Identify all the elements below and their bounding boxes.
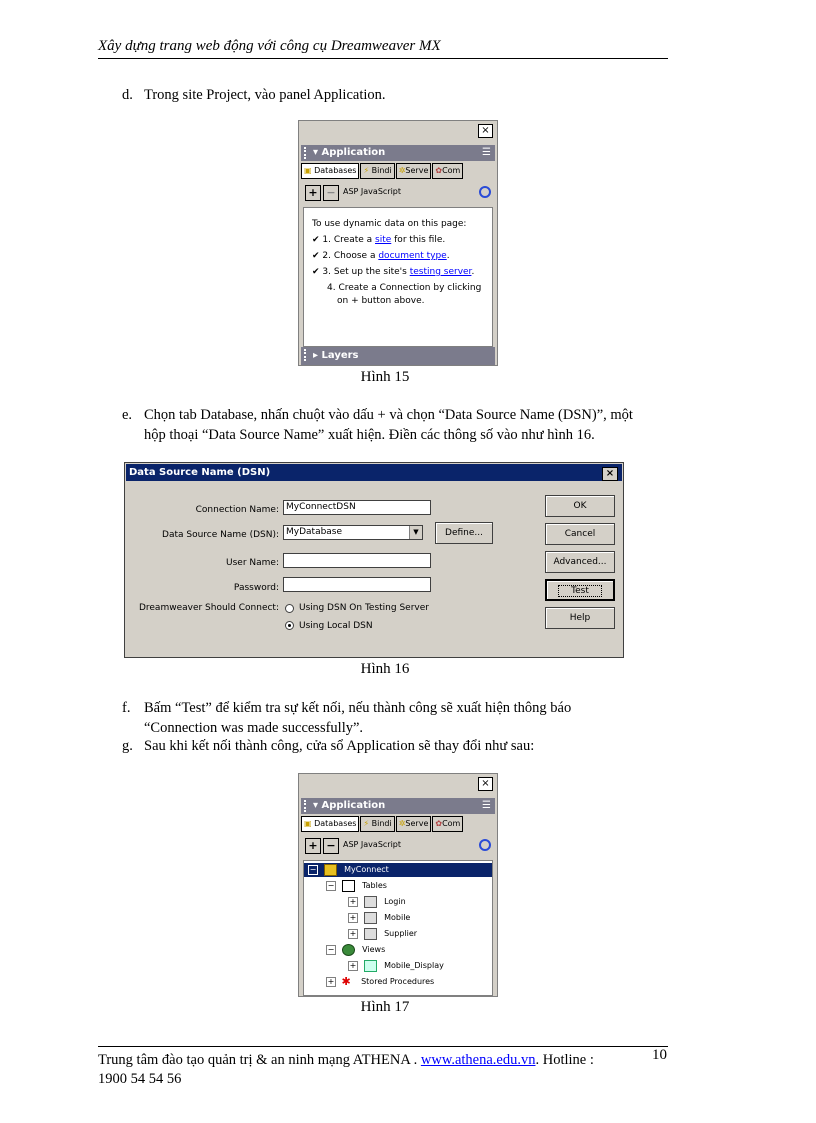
lightning-icon: ⚡ <box>363 819 370 828</box>
figure-15-caption: Hình 15 <box>360 369 410 385</box>
footer-link[interactable]: www.athena.edu.vn <box>420 1052 536 1068</box>
close-icon[interactable]: × <box>478 124 493 138</box>
tab-server-behaviors[interactable]: ✲Serve <box>396 816 432 832</box>
tree-view-mobile-display[interactable]: + Mobile_Display <box>349 960 444 970</box>
step-g-text: Sau khi kết nối thành công, cửa sổ Application sẽ thay đổi như sau: <box>144 738 535 754</box>
radio-local-dsn[interactable] <box>285 621 294 630</box>
server-icon: ✲ <box>398 166 406 175</box>
check-icon: ✔ <box>312 235 320 245</box>
refresh-icon[interactable] <box>479 839 491 851</box>
application-panel-fig17 <box>298 773 498 997</box>
dsn-label: Data Source Name (DSN): <box>162 530 279 540</box>
document-type: ASP JavaScript <box>343 187 402 196</box>
step-f-line1: Bấm “Test” để kiểm tra sự kết nối, nếu thành công sẽ xuất hiện thông báo <box>144 700 572 716</box>
testing-server-link[interactable]: testing server <box>409 267 472 277</box>
dsn-select-value: MyDatabase <box>286 527 343 537</box>
document-type-link[interactable]: document type <box>378 251 447 261</box>
database-tree <box>303 860 493 996</box>
document-type: ASP JavaScript <box>343 840 402 849</box>
tree-table-supplier[interactable]: + Supplier <box>349 928 418 938</box>
radio-testing-server-label: Using DSN On Testing Server <box>299 603 429 613</box>
database-icon: ▣ <box>304 819 312 828</box>
tab-components[interactable]: ✿Com <box>432 816 463 832</box>
page-footer <box>98 1046 668 1089</box>
page-header: Xây dựng trang web động với công cụ Dreamweaver MX <box>98 38 668 59</box>
figure-16-caption: Hình 16 <box>360 661 410 677</box>
panel-title: ▾ Application <box>313 800 386 811</box>
footer-text: Trung tâm đào tạo quản trị & an ninh mạng ATHENA . <box>98 1052 421 1068</box>
cancel-button[interactable]: Cancel <box>545 523 615 545</box>
collapse-icon[interactable]: − <box>327 880 335 890</box>
footer-hotline: . Hotline : <box>535 1052 594 1068</box>
password-label: Password: <box>233 583 279 593</box>
radio-testing-server[interactable] <box>285 604 294 613</box>
step-d-text: Trong site Project, vào panel Application. <box>144 87 386 103</box>
expand-icon[interactable]: + <box>349 928 357 938</box>
chevron-down-icon[interactable]: ▼ <box>409 526 422 539</box>
grip-icon <box>304 800 309 812</box>
radio-local-dsn-label: Using Local DSN <box>299 621 373 631</box>
expand-icon[interactable]: + <box>349 896 357 906</box>
connection-icon <box>324 864 337 876</box>
components-icon: ✿ <box>435 819 443 828</box>
collapse-icon[interactable]: − <box>309 864 317 874</box>
instructions-intro: To use dynamic data on this page: <box>312 219 467 229</box>
step-g-label: g. <box>122 738 133 754</box>
step-f-label: f. <box>122 700 131 716</box>
panel-titlebar[interactable] <box>301 798 495 814</box>
instruction-step-2: ✔ 2. Choose a document type. <box>312 251 450 261</box>
tab-databases[interactable]: ▣ Databases <box>301 163 359 179</box>
table-icon <box>364 912 377 924</box>
check-icon: ✔ <box>312 267 320 277</box>
step-e <box>122 405 682 445</box>
dsn-dialog <box>124 462 624 658</box>
tab-bindings[interactable]: ⚡ Bindi <box>360 816 394 832</box>
tree-table-mobile[interactable]: + Mobile <box>349 912 411 922</box>
application-panel-fig15 <box>298 120 498 366</box>
tree-table-login[interactable]: + Login <box>349 896 406 906</box>
instructions-area <box>303 207 493 347</box>
step-e-line1: Chọn tab Database, nhấn chuột vào dấu + và chọn “Data Source Name (DSN)”, một <box>144 407 633 423</box>
instruction-step-3: ✔ 3. Set up the site's testing server. <box>312 267 475 277</box>
panel-titlebar[interactable] <box>301 145 495 161</box>
stored-procedures-icon: ✱ <box>341 974 351 988</box>
grip-icon <box>304 349 309 361</box>
table-icon <box>364 928 377 940</box>
figure-17-caption: Hình 17 <box>360 999 410 1015</box>
step-f <box>122 698 682 738</box>
remove-button[interactable]: − <box>323 185 339 201</box>
test-button[interactable]: Test <box>545 579 615 601</box>
expand-icon[interactable]: + <box>349 960 357 970</box>
add-button[interactable]: + <box>305 185 321 201</box>
tree-views[interactable]: − Views <box>327 944 386 954</box>
dialog-titlebar[interactable] <box>126 464 622 481</box>
views-icon <box>342 944 355 956</box>
options-menu-icon[interactable]: ☰ <box>482 147 491 158</box>
panel-title: ▾ Application <box>313 147 386 158</box>
components-icon: ✿ <box>435 166 443 175</box>
tab-bindings[interactable]: ⚡ Bindi <box>360 163 394 179</box>
step-g <box>122 736 534 756</box>
server-icon: ✲ <box>398 819 406 828</box>
expand-icon[interactable]: + <box>349 912 357 922</box>
instruction-step-1: ✔ 1. Create a site for this file. <box>312 235 446 245</box>
collapse-icon[interactable]: − <box>327 944 335 954</box>
instruction-step-4: 4. Create a Connection by clicking on + button above. <box>327 283 482 306</box>
user-name-label: User Name: <box>226 558 279 568</box>
connection-name-label: Connection Name: <box>195 505 279 515</box>
panel-toolbar <box>301 836 495 856</box>
options-menu-icon[interactable]: ☰ <box>482 800 491 811</box>
layers-panel-bar[interactable] <box>301 347 495 365</box>
step-e-line2: hộp thoại “Data Source Name” xuất hiện. Điền các thông số vào như hình 16. <box>144 427 595 443</box>
connect-label: Dreamweaver Should Connect: <box>138 603 279 613</box>
table-icon <box>364 896 377 908</box>
refresh-icon[interactable] <box>479 186 491 198</box>
define-button[interactable]: Define... <box>435 522 493 544</box>
tab-components[interactable]: ✿Com <box>432 163 463 179</box>
tree-connection[interactable]: − MyConnect <box>304 863 492 877</box>
advanced-button[interactable]: Advanced... <box>545 551 615 573</box>
close-icon[interactable]: × <box>478 777 493 791</box>
footer-phone: 1900 54 54 56 <box>98 1071 182 1087</box>
step-f-line2: “Connection was made successfully”. <box>144 720 364 736</box>
close-icon[interactable]: × <box>602 467 618 481</box>
dsn-select[interactable] <box>283 525 423 540</box>
ok-button[interactable]: OK <box>545 495 615 517</box>
remove-button[interactable]: − <box>323 838 339 854</box>
check-icon: ✔ <box>312 251 320 261</box>
tables-icon <box>342 880 355 892</box>
site-link[interactable]: site <box>375 235 392 245</box>
expand-icon[interactable]: + <box>327 976 335 986</box>
step-e-label: e. <box>122 407 133 423</box>
user-name-input[interactable] <box>283 553 431 568</box>
tree-stored-procedures[interactable]: + ✱ Stored Procedures <box>327 974 435 988</box>
panel-toolbar <box>301 183 495 203</box>
page-number: 10 <box>652 1047 667 1063</box>
database-icon: ▣ <box>304 166 312 175</box>
dialog-title: Data Source Name (DSN) <box>129 467 271 478</box>
panel-tabs <box>301 163 495 179</box>
step-d-label: d. <box>122 87 133 103</box>
panel-tabs <box>301 816 495 832</box>
view-icon <box>364 960 377 972</box>
password-input[interactable] <box>283 577 431 592</box>
tree-tables[interactable]: − Tables <box>327 880 387 890</box>
help-button[interactable]: Help <box>545 607 615 629</box>
step-d <box>122 85 386 105</box>
connection-name-input[interactable]: MyConnectDSN <box>283 500 431 515</box>
tab-databases[interactable]: ▣ Databases <box>301 816 359 832</box>
add-button[interactable]: + <box>305 838 321 854</box>
grip-icon <box>304 147 309 159</box>
layers-title: ▸ Layers <box>313 350 359 361</box>
tab-server-behaviors[interactable]: ✲Serve <box>396 163 432 179</box>
lightning-icon: ⚡ <box>363 166 370 175</box>
